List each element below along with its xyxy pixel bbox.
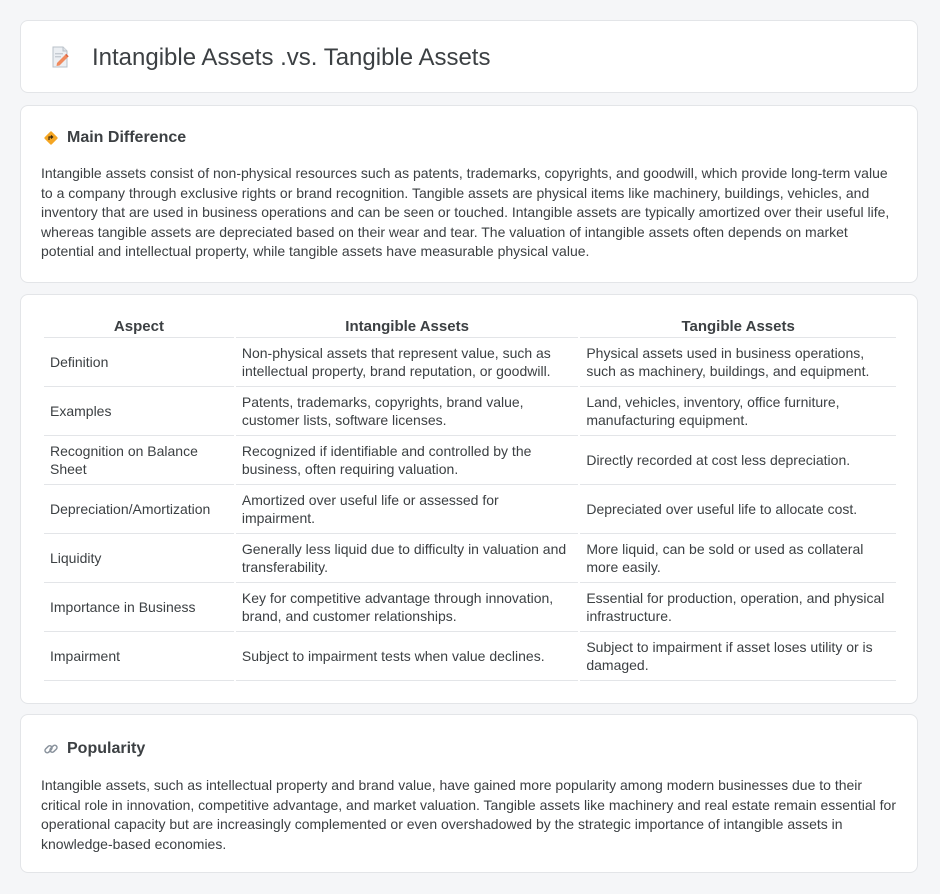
comparison-table: [42, 315, 898, 681]
cell-tangible: More liquid, can be sold or used as collateral more easily.: [580, 534, 896, 583]
table-row: [44, 583, 896, 632]
table-row: [44, 534, 896, 583]
table-row: [44, 485, 896, 534]
cell-aspect: Importance in Business: [44, 583, 234, 632]
title-card: [20, 20, 918, 93]
main-difference-heading: Main Difference: [67, 129, 187, 146]
cell-aspect: Definition: [44, 338, 234, 387]
header-aspect: Aspect: [44, 315, 234, 338]
main-difference-text: Intangible assets consist of non-physical resources such as patents, trademarks, copyrights, and goodwill, which provide long-term value to a company through exclusive rights or brand recognition. Tangible assets are physical items like machinery, buildings, vehicles, and inventory that are used in business operations and can be seen or touched. Intangible assets are typically amortized over their useful life, whereas tangible assets are depreciated based on their wear and tear. The valuation of intangible assets often depends on market potential and intellectual property, while tangible assets have measurable physical value.: [41, 165, 890, 260]
cell-intangible: Key for competitive advantage through innovation, brand, and customer relationships.: [236, 583, 578, 632]
cell-tangible: Directly recorded at cost less depreciation.: [580, 436, 896, 485]
page-title: Intangible Assets .vs. Tangible Assets: [92, 44, 491, 71]
cell-tangible: Land, vehicles, inventory, office furniture, manufacturing equipment.: [580, 387, 896, 436]
cell-aspect: Depreciation/Amortization: [44, 485, 234, 534]
cell-tangible: Subject to impairment if asset loses utility or is damaged.: [580, 632, 896, 681]
main-difference-header: [43, 128, 186, 148]
popularity-header: [43, 739, 145, 759]
cell-tangible: Depreciated over useful life to allocate cost.: [580, 485, 896, 534]
header-tangible: Tangible Assets: [580, 315, 896, 338]
cell-tangible: Physical assets used in business operations, such as machinery, buildings, and equipment.: [580, 338, 896, 387]
link-icon: [43, 741, 59, 757]
cell-intangible: Patents, trademarks, copyrights, brand value, customer lists, software licenses.: [236, 387, 578, 436]
table-row: [44, 387, 896, 436]
cell-intangible: Amortized over useful life or assessed for impairment.: [236, 485, 578, 534]
table-row: [44, 632, 896, 681]
cell-aspect: Examples: [44, 387, 234, 436]
header-intangible: Intangible Assets: [236, 315, 578, 338]
popularity-text: Intangible assets, such as intellectual property and brand value, have gained more popularity among modern businesses due to their critical role in innovation, competitive advantage, and market valuation. Tangible assets like machinery and real estate remain essential for operational capacity but are increasingly complemented or even overshadowed by the strategic importance of intangible assets in knowledge-based economies.: [41, 777, 896, 852]
comparison-card: [20, 294, 918, 704]
document-edit-icon: [48, 45, 72, 69]
cell-intangible: Recognized if identifiable and controlled by the business, often requiring valuation.: [236, 436, 578, 485]
cell-aspect: Impairment: [44, 632, 234, 681]
cell-intangible: Generally less liquid due to difficulty in valuation and transferability.: [236, 534, 578, 583]
road-sign-icon: [43, 130, 59, 146]
table-row: [44, 436, 896, 485]
popularity-card: [20, 714, 918, 873]
popularity-heading: Popularity: [67, 740, 146, 757]
table-row: [44, 338, 896, 387]
cell-aspect: Liquidity: [44, 534, 234, 583]
cell-aspect: Recognition on Balance Sheet: [44, 436, 234, 485]
main-difference-card: [20, 105, 918, 283]
cell-tangible: Essential for production, operation, and physical infrastructure.: [580, 583, 896, 632]
cell-intangible: Non-physical assets that represent value, such as intellectual property, brand reputation, or goodwill.: [236, 338, 578, 387]
cell-intangible: Subject to impairment tests when value declines.: [236, 632, 578, 681]
table-header-row: [44, 315, 896, 338]
